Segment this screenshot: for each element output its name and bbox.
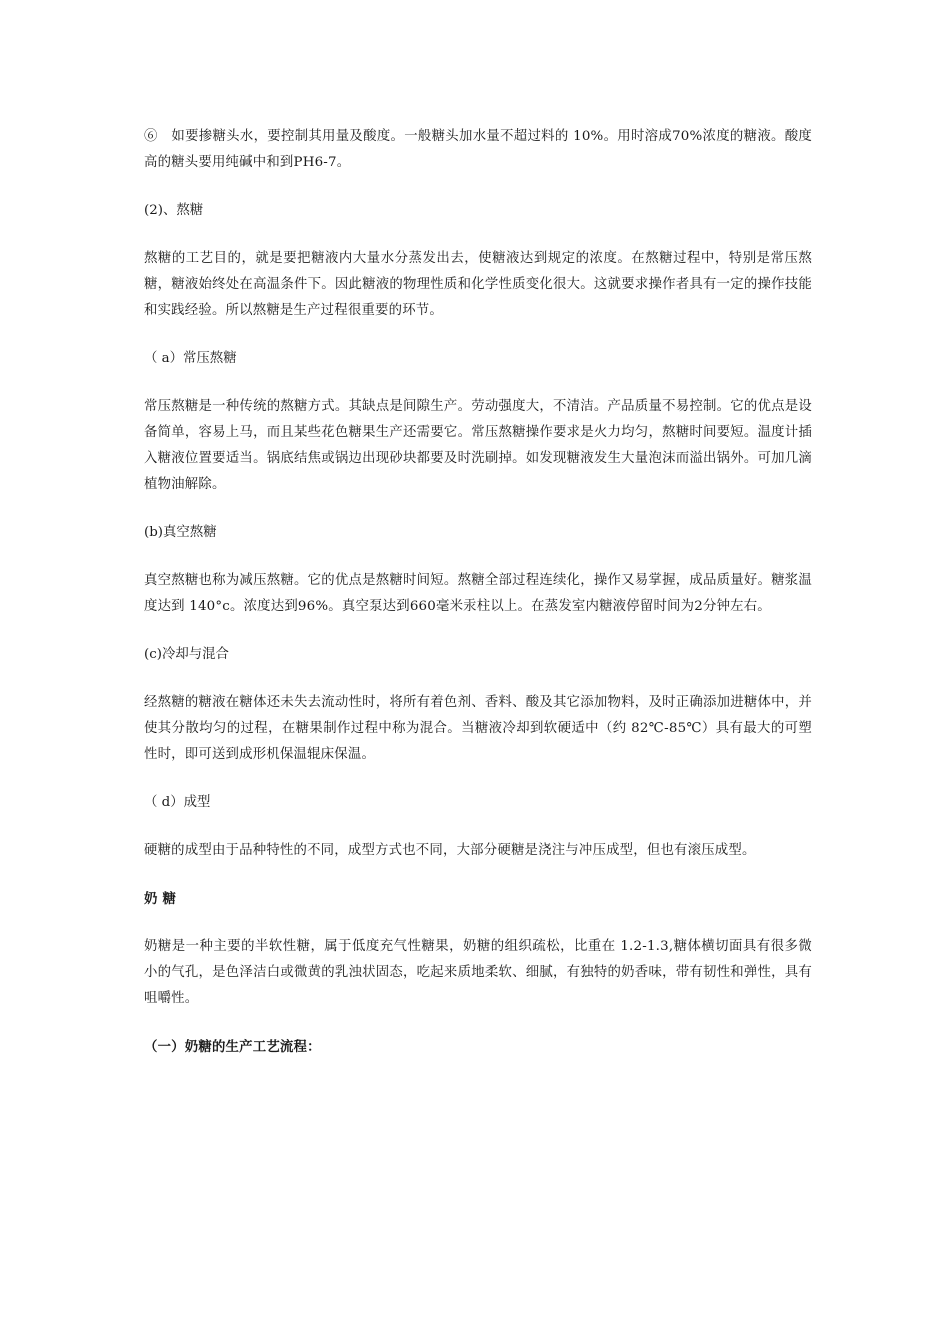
paragraph-sugar-head-water: ⑥ 如要掺糖头水，要控制其用量及酸度。一般糖头加水量不超过料的 10%。用时溶成70%浓度的糖液。酸度高的糖头要用纯碱中和到PH6-7。 xyxy=(144,129,812,170)
paragraph-milk-candy: 奶糖是一种主要的半软性糖，属于低度充气性糖果，奶糖的组织疏松，比重在 1.2-1.3,糖体横切面具有很多微小的气孔，是色泽洁白或微黄的乳浊状固态，吃起来质地柔软、细腻，有独特的奶香味，带有韧性和弹性，具有咀嚼性。 xyxy=(144,939,812,1006)
section-heading-boiling: (2)、熬糖 xyxy=(144,203,204,218)
subheading-forming: （ d）成型 xyxy=(144,795,211,810)
subheading-vacuum-boiling: (b)真空熬糖 xyxy=(144,525,217,540)
paragraph-forming: 硬糖的成型由于品种特性的不同，成型方式也不同，大部分硬糖是浇注与冲压成型，但也有滚压成型。 xyxy=(144,843,756,858)
heading-production-flow: （一）奶糖的生产工艺流程： xyxy=(144,1039,321,1055)
paragraph-boiling: 熬糖的工艺目的，就是要把糖液内大量水分蒸发出去，使糖液达到规定的浓度。在熬糖过程中，特别是常压熬糖，糖液始终处在高温条件下。因此糖液的物理性质和化学性质变化很大。这就要求操作者具有一定的操作技能和实践经验。所以熬糖是生产过程很重要的环节。 xyxy=(144,251,812,318)
document-page xyxy=(144,124,812,1060)
subheading-cooling-mixing: (c)冷却与混合 xyxy=(144,647,229,662)
heading-milk-candy: 奶 糖 xyxy=(144,891,177,907)
paragraph-cooling-mixing: 经熬糖的糖液在糖体还未失去流动性时，将所有着色剂、香料、酸及其它添加物料，及时正确添加进糖体中，并使其分散均匀的过程，在糖果制作过程中称为混合。当糖液冷却到软硬适中（约 82℃-85℃）具有最大的可塑性时，即可送到成形机保温辊床保温。 xyxy=(144,695,812,762)
paragraph-atmospheric-boiling: 常压熬糖是一种传统的熬糖方式。其缺点是间隙生产。劳动强度大，不清洁。产品质量不易控制。它的优点是设备简单，容易上马，而且某些花色糖果生产还需要它。常压熬糖操作要求是火力均匀，熬糖时间要短。温度计插入糖液位置要适当。锅底结焦或锅边出现砂块都要及时洗刷掉。如发现糖液发生大量泡沫而溢出锅外。可加几滴植物油解除。 xyxy=(144,399,812,492)
subheading-atmospheric-boiling: （ a）常压熬糖 xyxy=(144,351,237,366)
paragraph-vacuum-boiling: 真空熬糖也称为减压熬糖。它的优点是熬糖时间短。熬糖全部过程连续化，操作又易掌握，成品质量好。糖浆温度达到 140°c。浓度达到96%。真空泵达到660毫米汞柱以上。在蒸发室内糖液停留时间为2分钟左右。 xyxy=(144,573,812,614)
